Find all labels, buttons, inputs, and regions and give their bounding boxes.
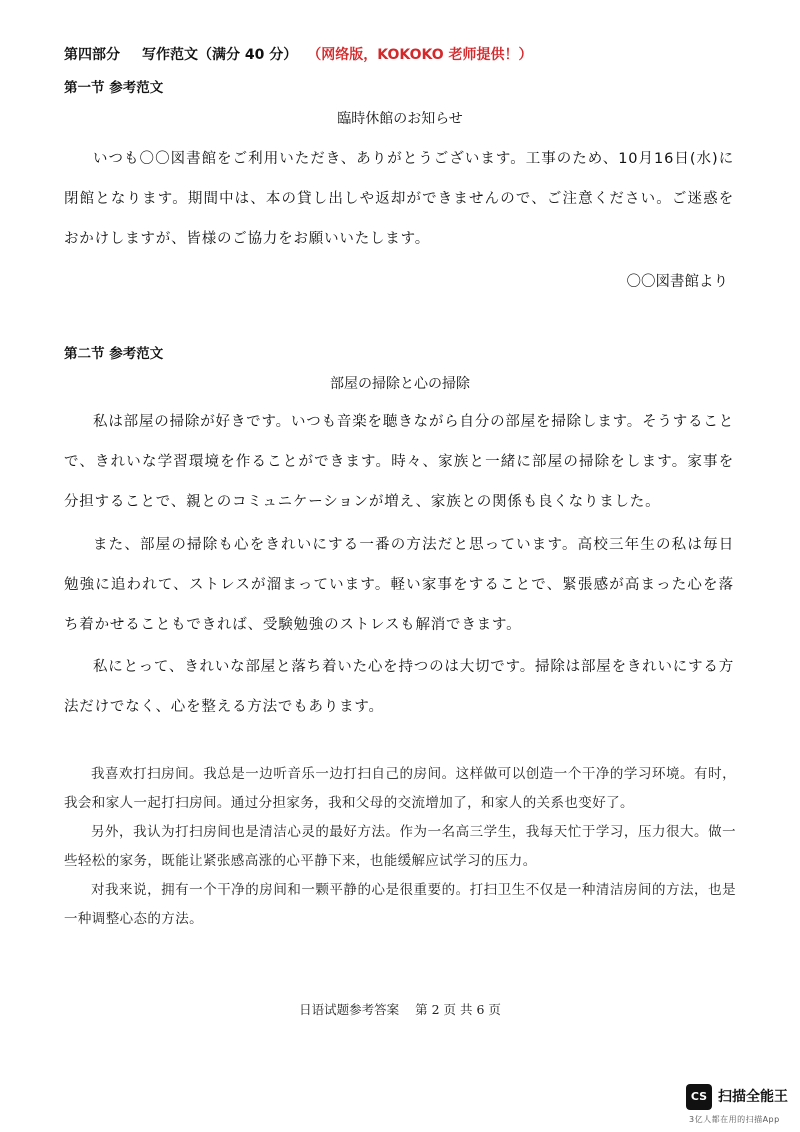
- watermark-tagline: 3亿人都在用的扫描App: [689, 1115, 780, 1124]
- translation-paragraph-1: 我喜欢打扫房间。我总是一边听音乐一边打扫自己的房间。这样做可以创造一个干净的学习环境。有时，我会和家人一起打扫房间。通过分担家务，我和父母的交流增加了，和家人的关系也变好了。: [64, 766, 736, 811]
- part-header: [64, 44, 532, 64]
- scanner-watermark: [686, 1084, 798, 1128]
- part-label: 第四部分: [64, 47, 120, 63]
- section1-signature: 〇〇図書館より: [626, 274, 728, 290]
- part-title: 写作范文: [142, 47, 198, 63]
- translation-paragraph-3: 对我来说，拥有一个干净的房间和一颗平静的心是很重要的。打扫卫生不仅是一种清洁房间的方法，也是一种调整心态的方法。: [64, 882, 736, 927]
- camscanner-logo-icon: CS: [686, 1084, 712, 1110]
- footer-doc-title: 日语试题参考答案: [299, 1002, 400, 1017]
- page-footer: [0, 1000, 800, 1018]
- watermark-app-name: 扫描全能王: [718, 1089, 788, 1105]
- section2-paragraph-3: 私にとって、きれいな部屋と落ち着いた心を持つのは大切です。掃除は部屋をきれいにする方法だけでなく、心を整える方法でもあります。: [64, 659, 734, 715]
- part-note: （网络版，KOKOKO 老师提供！）: [307, 47, 533, 63]
- section2-paragraph-2: また、部屋の掃除も心をきれいにする一番の方法だと思っています。高校三年生の私は毎日勉強に追われて、ストレスが溜まっています。軽い家事をすることで、緊張感が高まった心を落ち着かせることもできれば、受験勉強のストレスも解消できます。: [64, 537, 734, 633]
- part-score: （满分 40 分）: [198, 47, 298, 63]
- section2-essay-title: 部屋の掃除と心の掃除: [330, 376, 470, 392]
- section2-paragraph-1: 私は部屋の掃除が好きです。いつも音楽を聴きながら自分の部屋を掃除します。そうすることで、きれいな学習環境を作ることができます。時々、家族と一緒に部屋の掃除をします。家事を分担することで、親とのコミュニケーションが増え、家族との関係も良くなりました。: [64, 414, 734, 510]
- translation-paragraph-2: 另外，我认为打扫房间也是清洁心灵的最好方法。作为一名高三学生，我每天忙于学习，压力很大。做一些轻松的家务，既能让紧张感高涨的心平静下来，也能缓解应试学习的压力。: [64, 824, 736, 869]
- footer-page-number: 第 2 页 共 6 页: [415, 1002, 501, 1017]
- section2-label: 第二节 参考范文: [64, 346, 164, 362]
- section1-paragraph: いつも〇〇図書館をご利用いただき、ありがとうございます。工事のため、10月16日(水)に閉館となります。期間中は、本の貸し出しや返却ができませんので、ご注意ください。ご迷惑をおかけしますが、皆様のご協力をお願いいたします。: [64, 151, 734, 247]
- section1-label: 第一节 参考范文: [64, 80, 164, 96]
- section1-essay-title: 臨時休館のお知らせ: [337, 111, 463, 127]
